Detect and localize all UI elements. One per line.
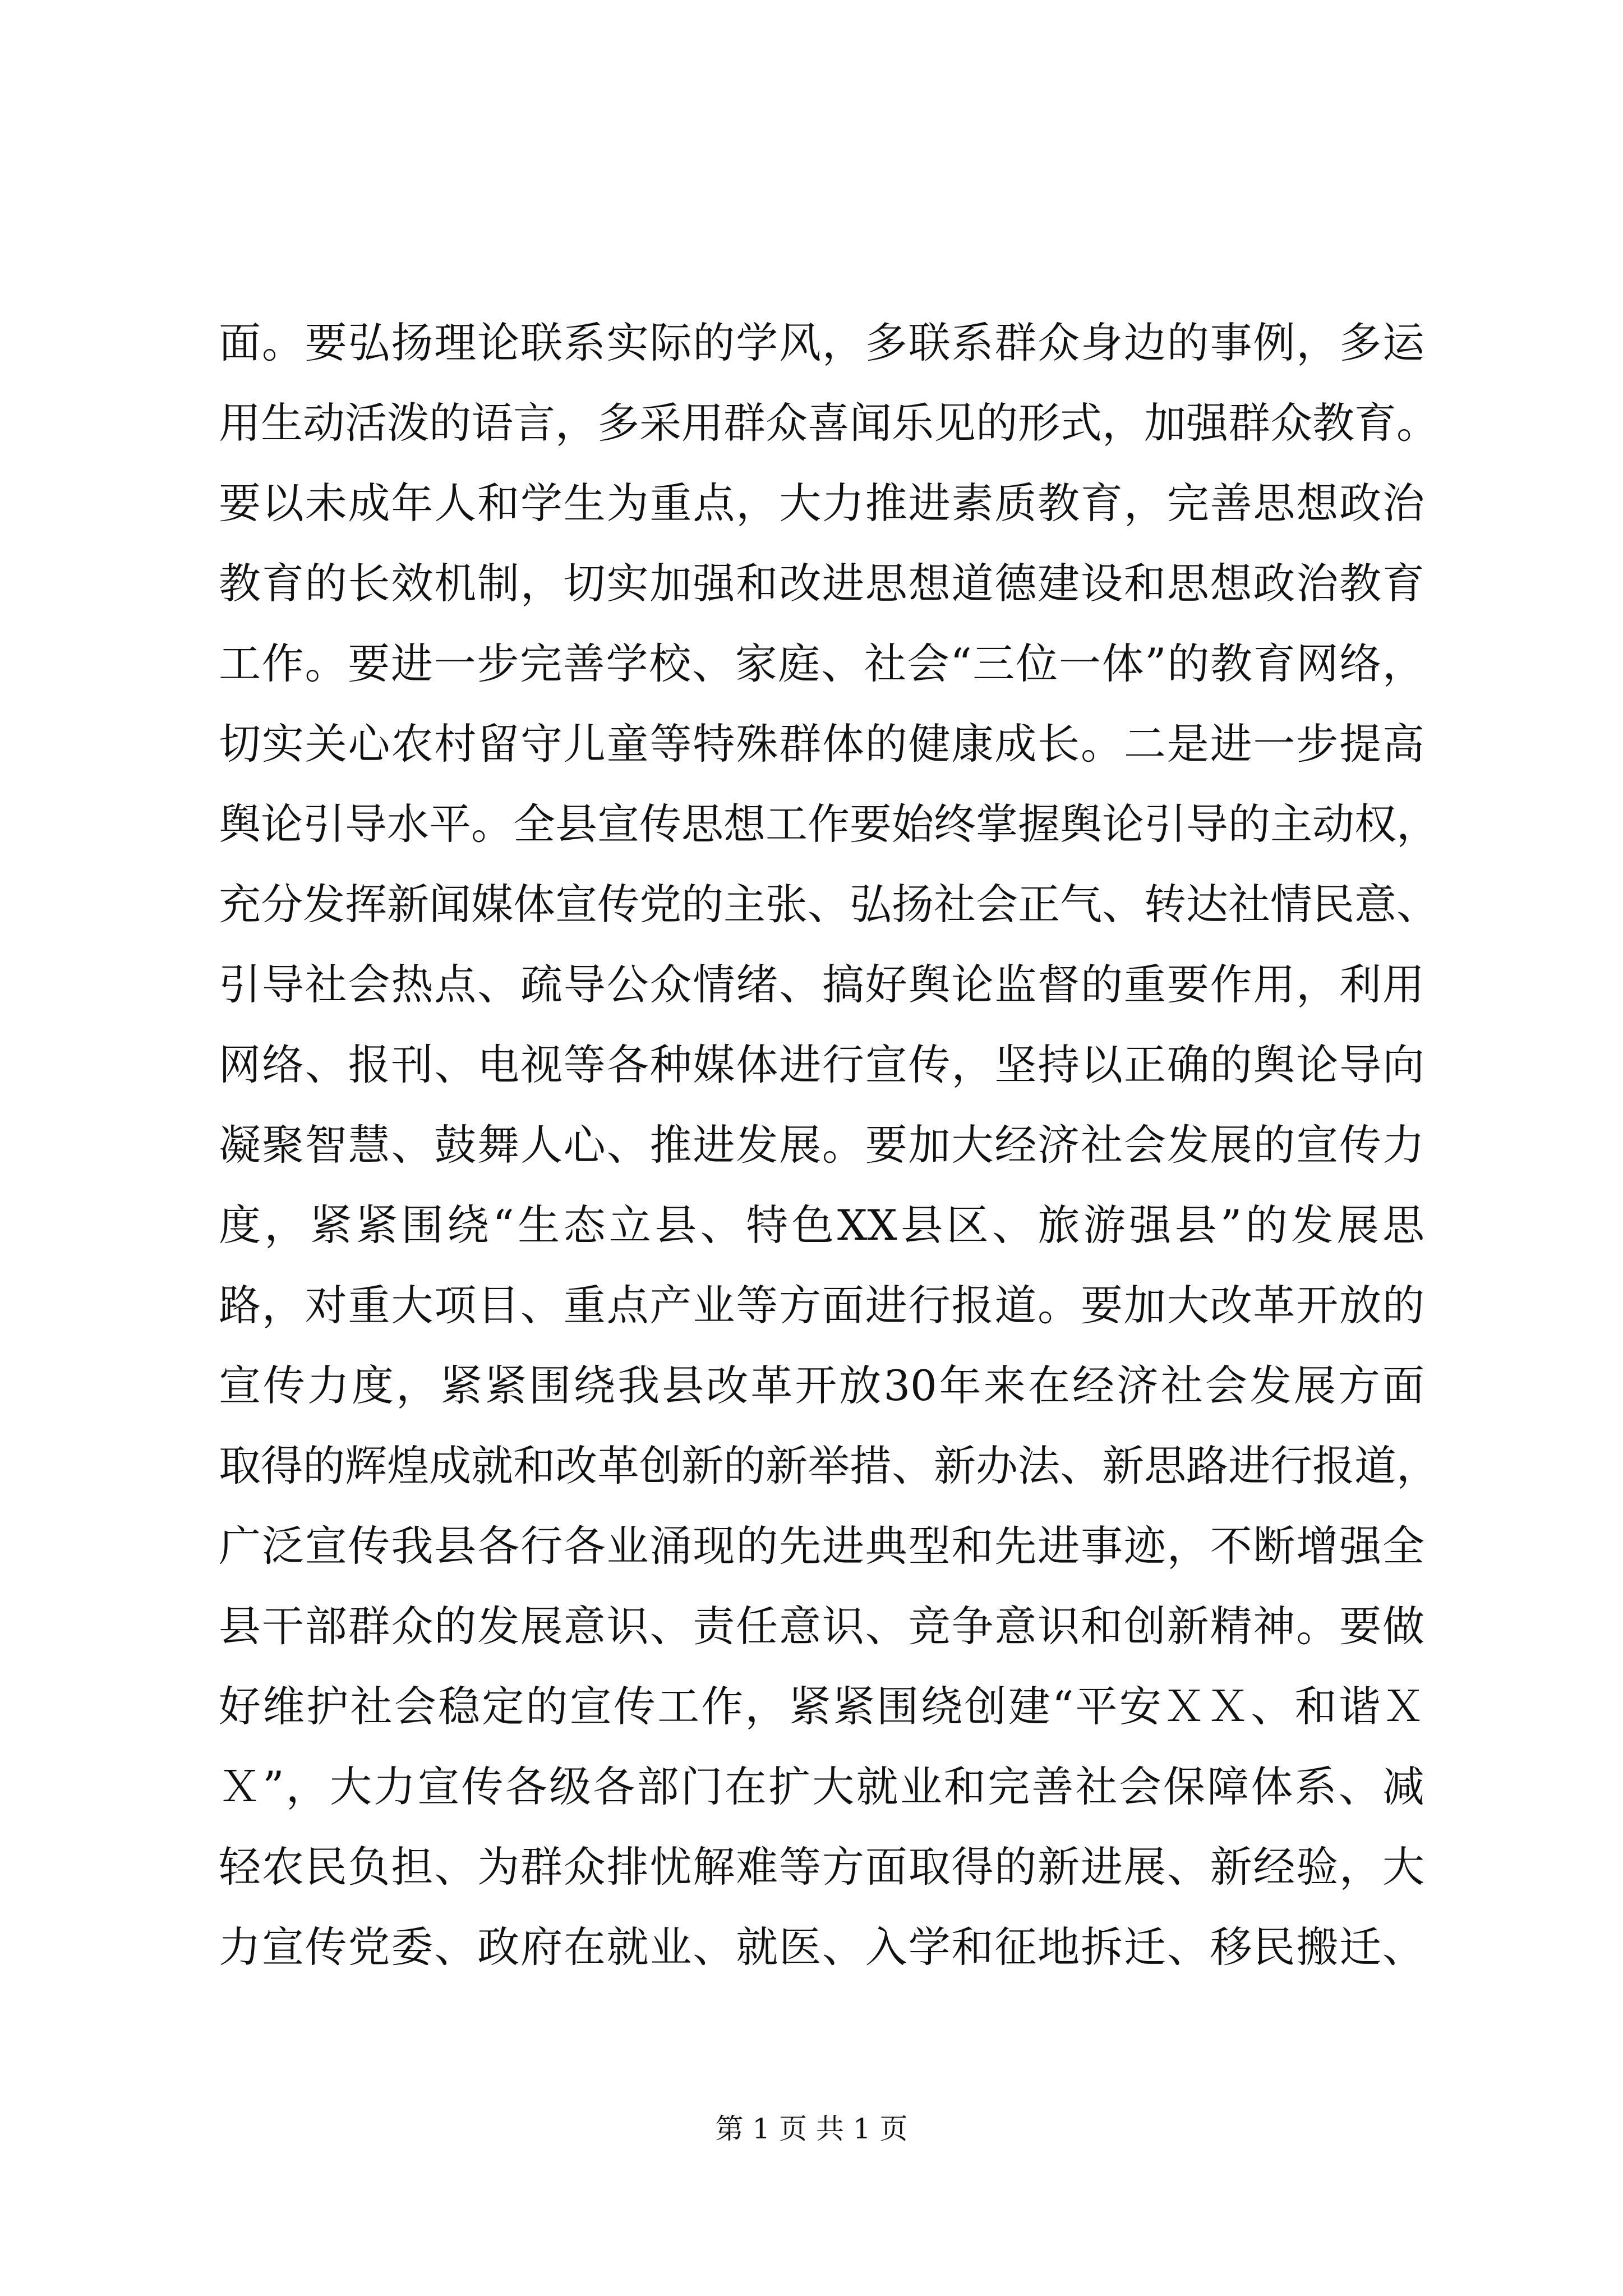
page-number: 第 1 页 共 1 页: [715, 2113, 908, 2145]
text-line: 舆论引导水平。全县宣传思想工作要始终掌握舆论引导的主动权，: [219, 799, 1439, 849]
text-line: 力宣传党委、政府在就业、就医、入学和征地拆迁、移民搬迁、: [219, 1922, 1424, 1972]
text-line: 教育的长效机制，切实加强和改进思想道德建设和思想政治教育: [219, 559, 1424, 608]
text-line: 度，紧紧围绕“生态立县、特色XX县区、旅游强县”的发展思: [219, 1200, 1424, 1250]
text-line: 网络、报刊、电视等各种媒体进行宣传，坚持以正确的舆论导向: [219, 1040, 1424, 1089]
text-line: 凝聚智慧、鼓舞人心、推进发展。要加大经济社会发展的宣传力: [219, 1120, 1424, 1170]
body-text: [219, 303, 1439, 1987]
text-line: 引导社会热点、疏导公众情绪、搞好舆论监督的重要作用，利用: [219, 960, 1424, 1009]
text-line: 面。要弘扬理论联系实际的学风，多联系群众身边的事例，多运: [219, 318, 1424, 367]
text-line: 取得的辉煌成就和改革创新的新举措、新办法、新思路进行报道，: [219, 1441, 1439, 1490]
text-line: 切实关心农村留守儿童等特殊群体的健康成长。二是进一步提高: [219, 719, 1424, 769]
text-line: 用生动活泼的语言，多采用群众喜闻乐见的形式，加强群众教育。: [219, 398, 1439, 448]
text-line: 路，对重大项目、重点产业等方面进行报道。要加大改革开放的: [219, 1281, 1424, 1330]
text-line: 轻农民负担、为群众排忧解难等方面取得的新进展、新经验，大: [219, 1842, 1424, 1892]
text-line: 县干部群众的发展意识、责任意识、竞争意识和创新精神。要做: [219, 1602, 1424, 1651]
text-line: 充分发挥新闻媒体宣传党的主张、弘扬社会正气、转达社情民意、: [219, 880, 1439, 929]
text-line: 要以未成年人和学生为重点，大力推进素质教育，完善思想政治: [219, 478, 1424, 528]
text-line: 好维护社会稳定的宣传工作，紧紧围绕创建“平安ＸＸ、和谐Ｘ: [219, 1682, 1424, 1731]
text-line: 工作。要进一步完善学校、家庭、社会“三位一体”的教育网络，: [219, 639, 1424, 688]
text-line: Ｘ”，大力宣传各级各部门在扩大就业和完善社会保障体系、减: [219, 1762, 1424, 1811]
text-line: 宣传力度，紧紧围绕我县改革开放30年来在经济社会发展方面: [219, 1361, 1424, 1410]
page-footer: [0, 2112, 1623, 2146]
text-line: 广泛宣传我县各行各业涌现的先进典型和先进事迹，不断增强全: [219, 1521, 1424, 1571]
